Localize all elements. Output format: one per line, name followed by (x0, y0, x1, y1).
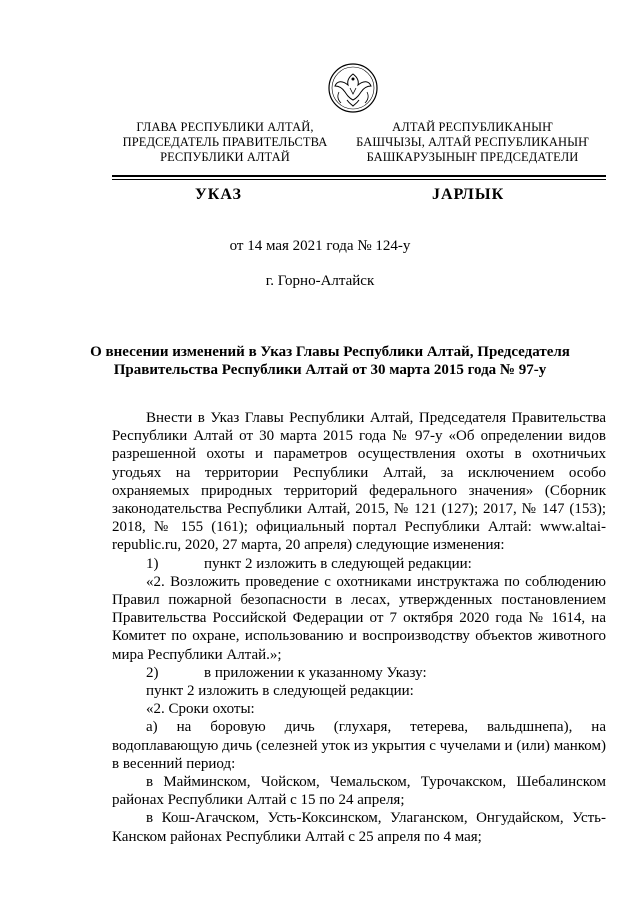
header-left-line-1: ГЛАВА РЕСПУБЛИКИ АЛТАЙ, (136, 120, 314, 134)
header-right-line-2: БАШЧЫЗЫ, АЛТАЙ РЕСПУБЛИКАНЫҤ (356, 135, 589, 149)
republic-emblem (327, 62, 379, 114)
item-1-number: 1) (146, 555, 159, 572)
header-left-line-3: РЕСПУБЛИКИ АЛТАЙ (160, 150, 290, 164)
item-1-text: пункт 2 изложить в следующей редакции: (204, 555, 472, 572)
document-body (112, 409, 606, 846)
header-divider-thick (112, 175, 606, 177)
item-2-subtext: пункт 2 изложить в следующей редакции: (146, 683, 414, 700)
hunting-terms-heading: «2. Сроки охоты: (146, 701, 255, 718)
title-line-1: О внесении изменений в Указ Главы Республики Алтай, Председателя (90, 344, 570, 360)
doc-type-russian: УКАЗ (195, 186, 242, 203)
item-2-text: в приложении к указанному Указу: (204, 664, 427, 681)
region-paragraph-1: в Майминском, Чойском, Чемальском, Турочакском, Шебалинском районах Республики Алтай с 15 по 24 апреля; (112, 774, 606, 809)
header-divider-thin (112, 179, 606, 180)
header-left-line-2: ПРЕДСЕДАТЕЛЬ ПРАВИТЕЛЬСТВА (122, 135, 328, 149)
item-2 (112, 664, 606, 682)
item-1 (112, 555, 606, 573)
title-line-2: Правительства Республики Алтай от 30 марта 2015 года № 97-у (113, 362, 547, 378)
paragraph-a: а) на боровую дичь (глухаря, тетерева, вальдшнепа), на водоплавающую дичь (селезней уток из укрытия с чучелами и (или) манком) в весенний период: (112, 719, 606, 772)
intro-paragraph: Внести в Указ Главы Республики Алтай, Председателя Правительства Республики Алтай от 30 марта 2015 года № 97-у «Об определении видов разрешенной охоты и параметров осуществления охоты в охотничьих угодьях на территории Республики Алтай, за исключением особо охраняемых природных территорий федерального значения» (Сборник законодательства Республики Алтай, 2015, № 121 (127); 2017, № 147 (153); 2018, № 155 (161); официальный портал Республики Алтай: www.altai-republic.ru, 2020, 27 марта, 20 апреля) следующие изменения: (112, 410, 606, 554)
document-city: г. Горно-Алтайск (265, 273, 375, 289)
document-title (90, 343, 570, 379)
document-date: от 14 мая 2021 года № 124-у (229, 238, 411, 254)
header-left-block (110, 120, 340, 165)
header-right-line-1: АЛТАЙ РЕСПУБЛИКАНЫҤ (392, 120, 553, 134)
doc-type-altai: JАРЛЫК (432, 186, 505, 203)
region-paragraph-2: в Кош-Агачском, Усть-Коксинском, Улаганском, Онгудайском, Усть-Канском районах Республики Алтай с 25 апреля по 4 мая; (112, 810, 606, 845)
item-2-number: 2) (146, 664, 159, 681)
item-1-quote: «2. Возложить проведение с охотниками инструктажа по соблюдению Правил пожарной безопасности в лесах, утвержденных постановлением Правительства Российской Федерации от 7 октября 2020 года № 1614, на Комитет по охране, использованию и воспроизводству объектов животного мира Республики Алтай.»; (112, 573, 606, 663)
header-right-line-3: БАШКАРУЗЫНЫҤ ПРЕДСЕДАТЕЛИ (366, 150, 579, 164)
header-right-block (345, 120, 600, 165)
